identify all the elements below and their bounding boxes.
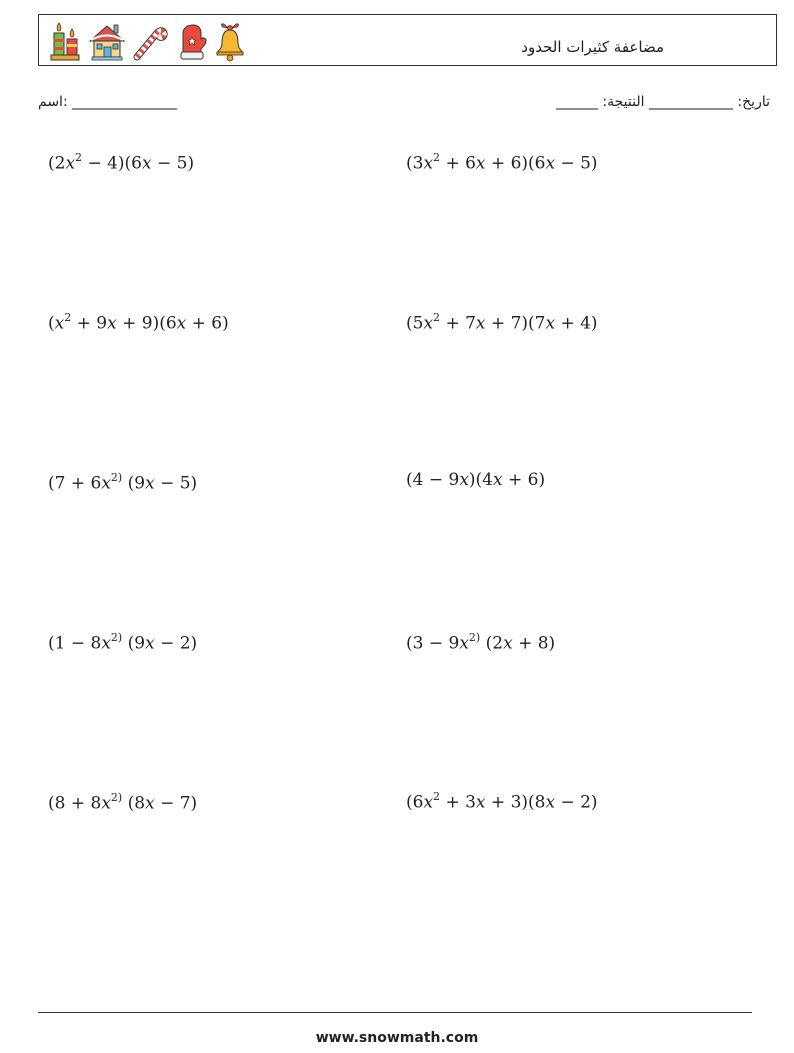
page-title: مضاعفة كثيرات الحدود [521, 38, 664, 56]
problem-5: ($7 + 6x^{2)}$ (9x − 5) [48, 471, 198, 494]
date-score-field: ______ :تاريخ: ____________ النتيجة [555, 94, 770, 110]
problem-3: $(x^2 + 9x + 9)(6x + 6)$ [48, 311, 229, 334]
problem-8: ($3 - 9x^{2)}$ (2x + 8) [406, 631, 556, 654]
problem-6: (4 − 9x)(4x + 6) [406, 470, 546, 490]
footer-rule [38, 1012, 752, 1013]
problem-2: $(3x^2 + 6x + 6)(6x - 5)$ [406, 151, 598, 174]
problem-9: ($8 + 8x^{2)}$ (8x − 7) [48, 791, 198, 814]
candy-cane-icon [131, 19, 171, 63]
problem-4: $(5x^2 + 7x + 7)(7x + 4)$ [406, 311, 598, 334]
header-icons [47, 19, 247, 63]
house-icon [87, 19, 127, 63]
name-field: اسم: _______________ [38, 94, 178, 110]
header-box [38, 14, 777, 66]
problem-7: ($1 - 8x^{2)}$ (9x − 2) [48, 631, 198, 654]
footer-url[interactable]: www.snowmath.com [315, 1030, 479, 1046]
problem-1: $(2x^2 - 4)(6x - 5)$ [48, 151, 195, 174]
bell-icon [213, 19, 247, 63]
candles-icon [47, 19, 83, 63]
problem-10: $(6x^2 + 3x + 3)(8x - 2)$ [406, 790, 598, 813]
mitten-icon [175, 19, 209, 63]
